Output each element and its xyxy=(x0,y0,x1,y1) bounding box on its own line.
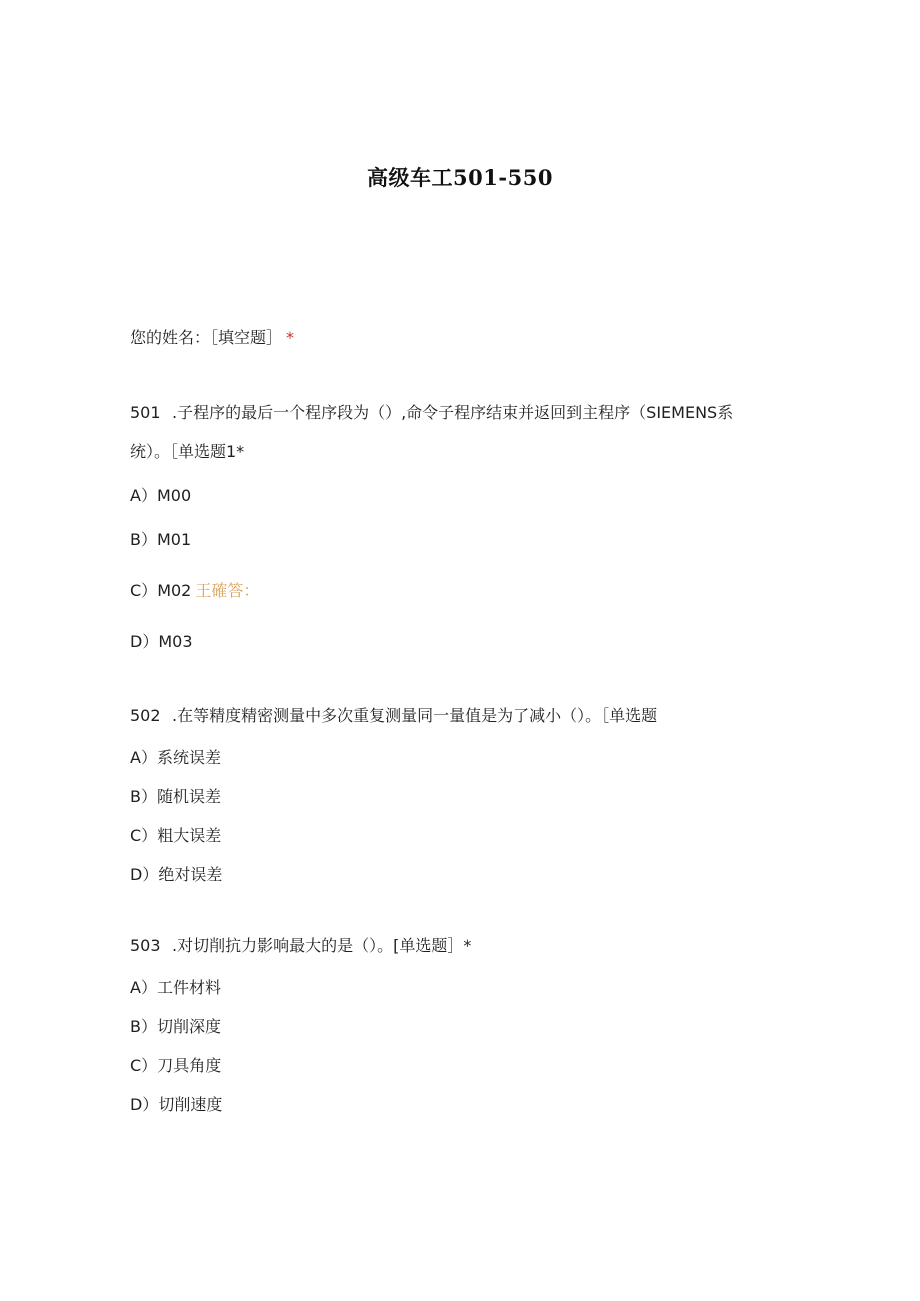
q502-option-d[interactable] xyxy=(130,864,222,886)
option-text: 粗大误差 xyxy=(157,826,222,845)
question-text-line1: .在等精度精密测量中多次重复测量同一量值是为了减小（）。［单选题 xyxy=(172,706,658,725)
required-mark: * xyxy=(286,328,295,347)
option-letter: A） xyxy=(130,486,157,505)
option-letter: A） xyxy=(130,748,157,767)
question-501-text xyxy=(130,402,733,424)
question-503-text xyxy=(130,935,471,957)
option-letter: C） xyxy=(130,581,158,600)
q502-option-c[interactable] xyxy=(130,825,221,847)
q502-option-a[interactable] xyxy=(130,747,221,769)
correct-answer-note: 王確答： xyxy=(195,581,260,600)
option-letter: D） xyxy=(130,1095,159,1114)
option-text: 工件材料 xyxy=(156,978,221,997)
name-field-label: 您的姓名：［填空题］ xyxy=(130,328,283,347)
question-text-line1: .子程序的最后一个程序段为（）,命令子程序结束并返回到主程序（SIEMENS系 xyxy=(172,403,734,422)
q503-option-b[interactable] xyxy=(130,1016,221,1038)
question-501-text-continued xyxy=(130,441,244,463)
q503-option-a[interactable] xyxy=(130,977,221,999)
q501-option-b[interactable] xyxy=(130,529,191,551)
option-text: 刀具角度 xyxy=(157,1056,222,1075)
document-title: 高级车工501-550 xyxy=(367,165,553,190)
q501-option-d[interactable] xyxy=(130,631,193,653)
q503-option-d[interactable] xyxy=(130,1094,222,1116)
q501-option-a[interactable] xyxy=(130,485,191,507)
question-number: 502 xyxy=(130,706,161,725)
option-letter: C） xyxy=(130,826,158,845)
option-letter: A） xyxy=(130,978,157,997)
q503-option-c[interactable] xyxy=(130,1055,221,1077)
option-letter: B） xyxy=(130,787,157,806)
option-text: M02 xyxy=(157,581,192,600)
question-number: 501 xyxy=(130,403,161,422)
question-502-text xyxy=(130,705,657,727)
option-letter: D） xyxy=(130,865,159,884)
question-text-line1: .对切削抗力影响最大的是（）。[单选题］* xyxy=(172,936,472,955)
option-text: 切削深度 xyxy=(156,1017,221,1036)
question-number: 503 xyxy=(130,936,161,955)
option-text: M03 xyxy=(158,632,193,651)
option-text: 随机误差 xyxy=(156,787,221,806)
q501-option-c[interactable] xyxy=(130,580,259,602)
q502-option-b[interactable] xyxy=(130,786,221,808)
name-field-prompt[interactable] xyxy=(130,327,294,349)
option-letter: C） xyxy=(130,1056,158,1075)
option-letter: B） xyxy=(130,530,157,549)
option-text: 切削速度 xyxy=(158,1095,223,1114)
option-text: 绝对误差 xyxy=(158,865,223,884)
option-letter: B） xyxy=(130,1017,157,1036)
option-text: 系统误差 xyxy=(156,748,221,767)
option-text: M01 xyxy=(156,530,192,549)
option-text: M00 xyxy=(156,486,192,505)
option-letter: D） xyxy=(130,632,159,651)
question-text-line2: 统）。［单选题1* xyxy=(130,442,245,461)
